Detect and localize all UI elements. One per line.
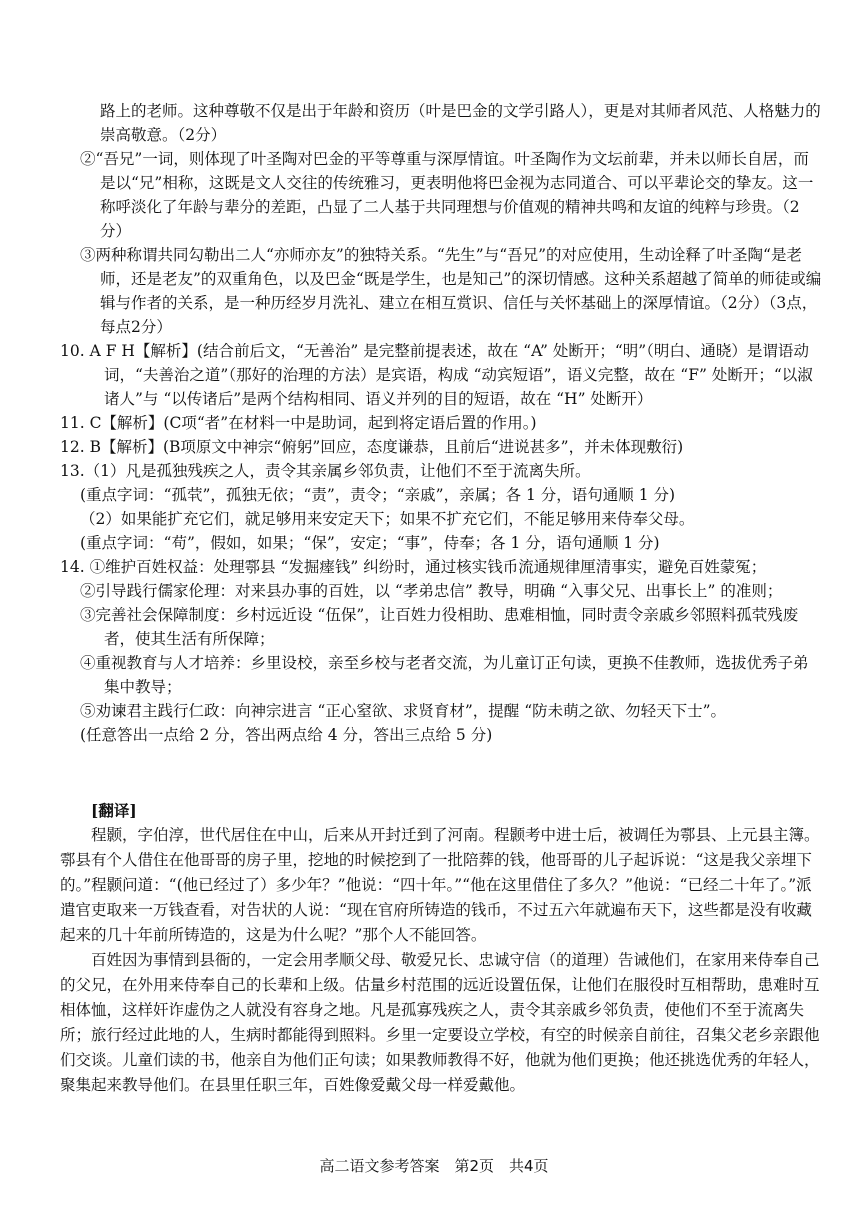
q14-point-1: 14. ①维护百姓权益：处理鄠县 “发掘瘗钱” 纠纷时，通过核实钱币流通规律厘清事实，避免百姓蒙冤； <box>60 558 767 576</box>
q13-keywords-1: (重点字词：“孤茕”，孤独无依；“责”，责令；“亲戚”，亲属；各 1 分，语句通顺 1 分) <box>80 486 676 504</box>
q14-point-3: ③完善社会保障制度：乡村远近设 “伍保”，让百姓力役相助、患难相恤，同时责令亲戚乡邻照料孤茕残废者，使其生活有所保障； <box>80 606 799 648</box>
q14-scoring: (任意答出一点给 2 分，答出两点给 4 分，答出三点给 5 分) <box>80 726 493 744</box>
translation-title: [翻译] <box>91 801 137 820</box>
translation-paragraph-2: 百姓因为事情到县衙的，一定会用孝顺父母、敬爱兄长、忠诚守信（的道理）告诫他们，在家用来侍奉自己的父兄，在外用来侍奉自己的长辈和上级。估量乡村范围的远近设置伍保，让他们在服役时互相帮助，患难时互相体恤，这样奸诈虚伪之人就没有容身之地。凡是孤寡残疾之人，责令其亲戚乡邻负责，使他们不至于流离失所；旅行经过此地的人，生病时都能得到照料。乡里一定要设立学校，有空的时候亲自前往，召集父老乡亲跟他们交谈。儿童们读的书，他亲自为他们正句读；如果教师教得不好，他就为他们更换；他还挑选优秀的年轻人，聚集起来教导他们。在县里任职三年，百姓像爱戴父母一样爱戴他。 <box>60 951 820 1094</box>
q9-answer-part3: ③两种称谓共同勾勒出二人“亦师亦友”的独特关系。“先生”与“吾兄”的对应使用，生动诠释了叶圣陶“是老师，还是老友”的双重角色，以及巴金“既是学生，也是知己”的深切情感。这种关系超越了简单的师徒或编辑与作者的关系，是一种历经岁月洗礼、建立在相互赏识、信任与关怀基础上的深厚情谊。（2分）（3点，每点2分） <box>80 246 822 336</box>
q11-answer: 11. C【解析】(C项“者”在材料一中是助词，起到将定语后置的作用。) <box>60 414 537 432</box>
q9-answer-part1: 路上的老师。这种尊敬不仅是出于年龄和资历（叶是巴金的文学引路人），更是对其师者风范、人格魅力的崇高敬意。（2分） <box>100 102 821 144</box>
translation-paragraph-1: 程颢，字伯淳，世代居住在中山，后来从开封迁到了河南。程颢考中进士后，被调任为鄠县、上元县主簿。鄠县有个人借住在他哥哥的房子里，挖地的时候挖到了一批陪葬的钱，他哥哥的儿子起诉说：“这是我父亲埋下的。”程颢问道：“(他已经过了）多少年？”他说：“四十年。”“他在这里借住了多久？”他说：“已经二十年了。”派遣官吏取来一万钱查看，对告状的人说：“现在官府所铸造的钱币，不过五六年就遍布天下，这些都是没有收藏起来的几十年前所铸造的，这是为什么呢？”那个人不能回答。 <box>60 826 820 944</box>
q12-answer: 12. B【解析】(B项原文中神宗“俯躬”回应，态度谦恭，且前后“进说甚多”，并未体现敷衍) <box>60 438 684 456</box>
q13-keywords-2: (重点字词：“苟”，假如，如果；“保”，安定；“事”，侍奉；各 1 分，语句通顺 1 分) <box>80 534 660 552</box>
q9-answer-part2: ②“吾兄”一词，则体现了叶圣陶对巴金的平等尊重与深厚情谊。叶圣陶作为文坛前辈，并未以师长自居，而是以“兄”相称，这既是文人交往的传统雅习，更表明他将巴金视为志同道合、可以平辈论交的挚友。这一称呼淡化了年龄与辈分的差距，凸显了二人基于共同理想与价值观的精神共鸣和友谊的纯粹与珍贵。（2分） <box>80 150 814 240</box>
page-footer: 高二语文参考答案 第2页 共4页 <box>319 1157 549 1175</box>
q13-answer-1: 13.（1）凡是孤独残疾之人，责令其亲属乡邻负责，让他们不至于流离失所。 <box>60 462 591 480</box>
q14-point-4: ④重视教育与人才培养：乡里设校，亲至乡校与老者交流，为儿童订正句读，更换不佳教师，选拔优秀子弟集中教导； <box>80 654 809 696</box>
q14-point-2: ②引导践行儒家伦理：对来县办事的百姓，以 “孝弟忠信” 教导，明确 “入事父兄、出事长上” 的准则； <box>80 582 783 600</box>
answers-block <box>60 99 822 747</box>
q14-point-5: ⑤劝谏君主践行仁政：向神宗进言 “正心窒欲、求贤育材”，提醒 “防未萌之欲、勿轻天下士”。 <box>80 702 727 720</box>
q10-answer: 10. A F H【解析】(结合前后文，“无善治” 是完整前提表述，故在 “A” 处断开；“明”（明白、通晓）是谓语动词，“夫善治之道”（那好的治理的方法）是宾语，构成 “动宾短语”，语义完整，故在 “F” 处断开；“以淑诸人”与 “以传诸后”是两个结构相同、语义并列的目的短语，故在 “H” 处断开） <box>60 342 813 408</box>
q13-answer-2: （2）如果能扩充它们，就足够用来安定天下；如果不扩充它们，不能足够用来侍奉父母。 <box>80 510 695 528</box>
translation-section <box>60 798 822 1098</box>
